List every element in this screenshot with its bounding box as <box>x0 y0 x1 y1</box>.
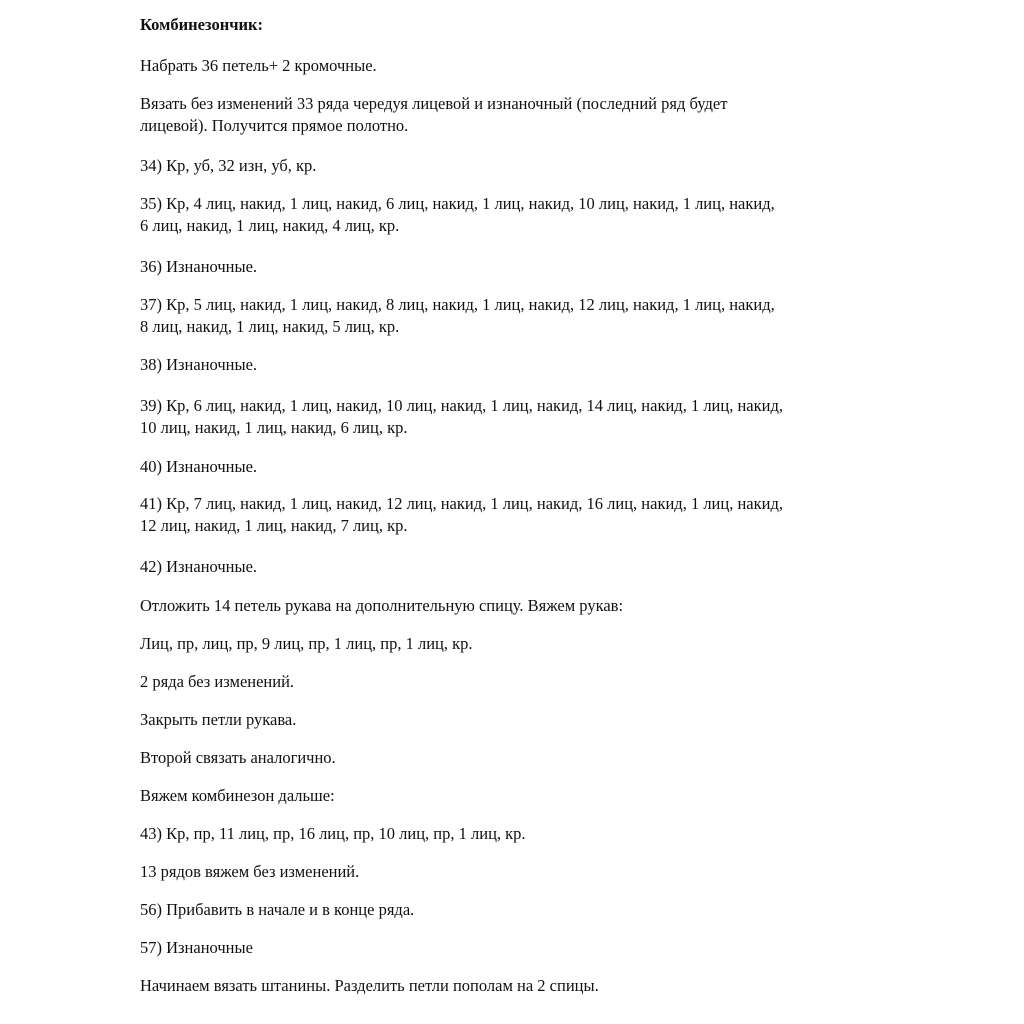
paragraph-row-34 <box>140 155 900 177</box>
paragraph-knit-plain <box>140 93 900 137</box>
paragraph-row-38 <box>140 354 900 376</box>
paragraph-line: 10 лиц, накид, 1 лиц, накид, 6 лиц, кр. <box>140 418 408 437</box>
paragraph-sleeve-setup <box>140 595 900 617</box>
paragraph-line: Отложить 14 петель рукава на дополнительную спицу. Вяжем рукав: <box>140 596 624 615</box>
paragraph-line: 34) Кр, уб, 32 изн, уб, кр. <box>140 156 317 175</box>
paragraph-line: лицевой). Получится прямое полотно. <box>140 116 409 135</box>
paragraph-sleeve-plain <box>140 671 900 693</box>
paragraph-line: 57) Изнаночные <box>140 938 253 957</box>
paragraph-line: 8 лиц, накид, 1 лиц, накид, 5 лиц, кр. <box>140 317 400 336</box>
paragraph-line: 13 рядов вяжем без изменений. <box>140 862 360 881</box>
paragraph-line: 12 лиц, накид, 1 лиц, накид, 7 лиц, кр. <box>140 516 408 535</box>
paragraph-legs <box>140 975 900 997</box>
paragraph-line: Начинаем вязать штанины. Разделить петли пополам на 2 спицы. <box>140 976 599 995</box>
paragraph-row-40 <box>140 456 900 478</box>
paragraph-continue <box>140 785 900 807</box>
paragraph-13-rows <box>140 861 900 883</box>
paragraph-line: 39) Кр, 6 лиц, накид, 1 лиц, накид, 10 лиц, накид, 1 лиц, накид, 14 лиц, накид, 1 лиц, накид, <box>140 396 783 415</box>
paragraph-line: 2 ряда без изменений. <box>140 672 295 691</box>
paragraph-line: 41) Кр, 7 лиц, накид, 1 лиц, накид, 12 лиц, накид, 1 лиц, накид, 16 лиц, накид, 1 лиц, накид, <box>140 494 783 513</box>
document-title: Комбинезончик: <box>140 15 264 34</box>
paragraph-row-37 <box>140 294 900 338</box>
paragraph-sleeve-row <box>140 633 900 655</box>
paragraph-line: Закрыть петли рукава. <box>140 710 297 729</box>
paragraph-row-42 <box>140 556 900 578</box>
paragraph-row-41 <box>140 493 900 537</box>
paragraph-cast-on <box>140 55 900 77</box>
paragraph-line: 56) Прибавить в начале и в конце ряда. <box>140 900 415 919</box>
paragraph-line: 40) Изнаночные. <box>140 457 258 476</box>
paragraph-row-56 <box>140 899 900 921</box>
paragraph-row-36 <box>140 256 900 278</box>
paragraph-row-57 <box>140 937 900 959</box>
paragraph-line: 6 лиц, накид, 1 лиц, накид, 4 лиц, кр. <box>140 216 400 235</box>
paragraph-line: 38) Изнаночные. <box>140 355 258 374</box>
paragraph-line: 35) Кр, 4 лиц, накид, 1 лиц, накид, 6 лиц, накид, 1 лиц, накид, 10 лиц, накид, 1 лиц, накид, <box>140 194 775 213</box>
paragraph-line: Набрать 36 петель+ 2 кромочные. <box>140 56 377 75</box>
paragraph-sleeve-bind-off <box>140 709 900 731</box>
paragraph-row-43 <box>140 823 900 845</box>
paragraph-line: 36) Изнаночные. <box>140 257 258 276</box>
paragraph-line: 42) Изнаночные. <box>140 557 258 576</box>
paragraph-line: 43) Кр, пр, 11 лиц, пр, 16 лиц, пр, 10 лиц, пр, 1 лиц, кр. <box>140 824 526 843</box>
paragraph-row-35 <box>140 193 900 237</box>
paragraph-second-sleeve <box>140 747 900 769</box>
paragraph-line: Вязать без изменений 33 ряда чередуя лицевой и изнаночный (последний ряд будет <box>140 94 728 113</box>
paragraph-row-39 <box>140 395 900 439</box>
paragraph-line: Вяжем комбинезон дальше: <box>140 786 335 805</box>
paragraph-line: Второй связать аналогично. <box>140 748 336 767</box>
paragraph-line: 37) Кр, 5 лиц, накид, 1 лиц, накид, 8 лиц, накид, 1 лиц, накид, 12 лиц, накид, 1 лиц, накид, <box>140 295 775 314</box>
paragraph-line: Лиц, пр, лиц, пр, 9 лиц, пр, 1 лиц, пр, 1 лиц, кр. <box>140 634 473 653</box>
